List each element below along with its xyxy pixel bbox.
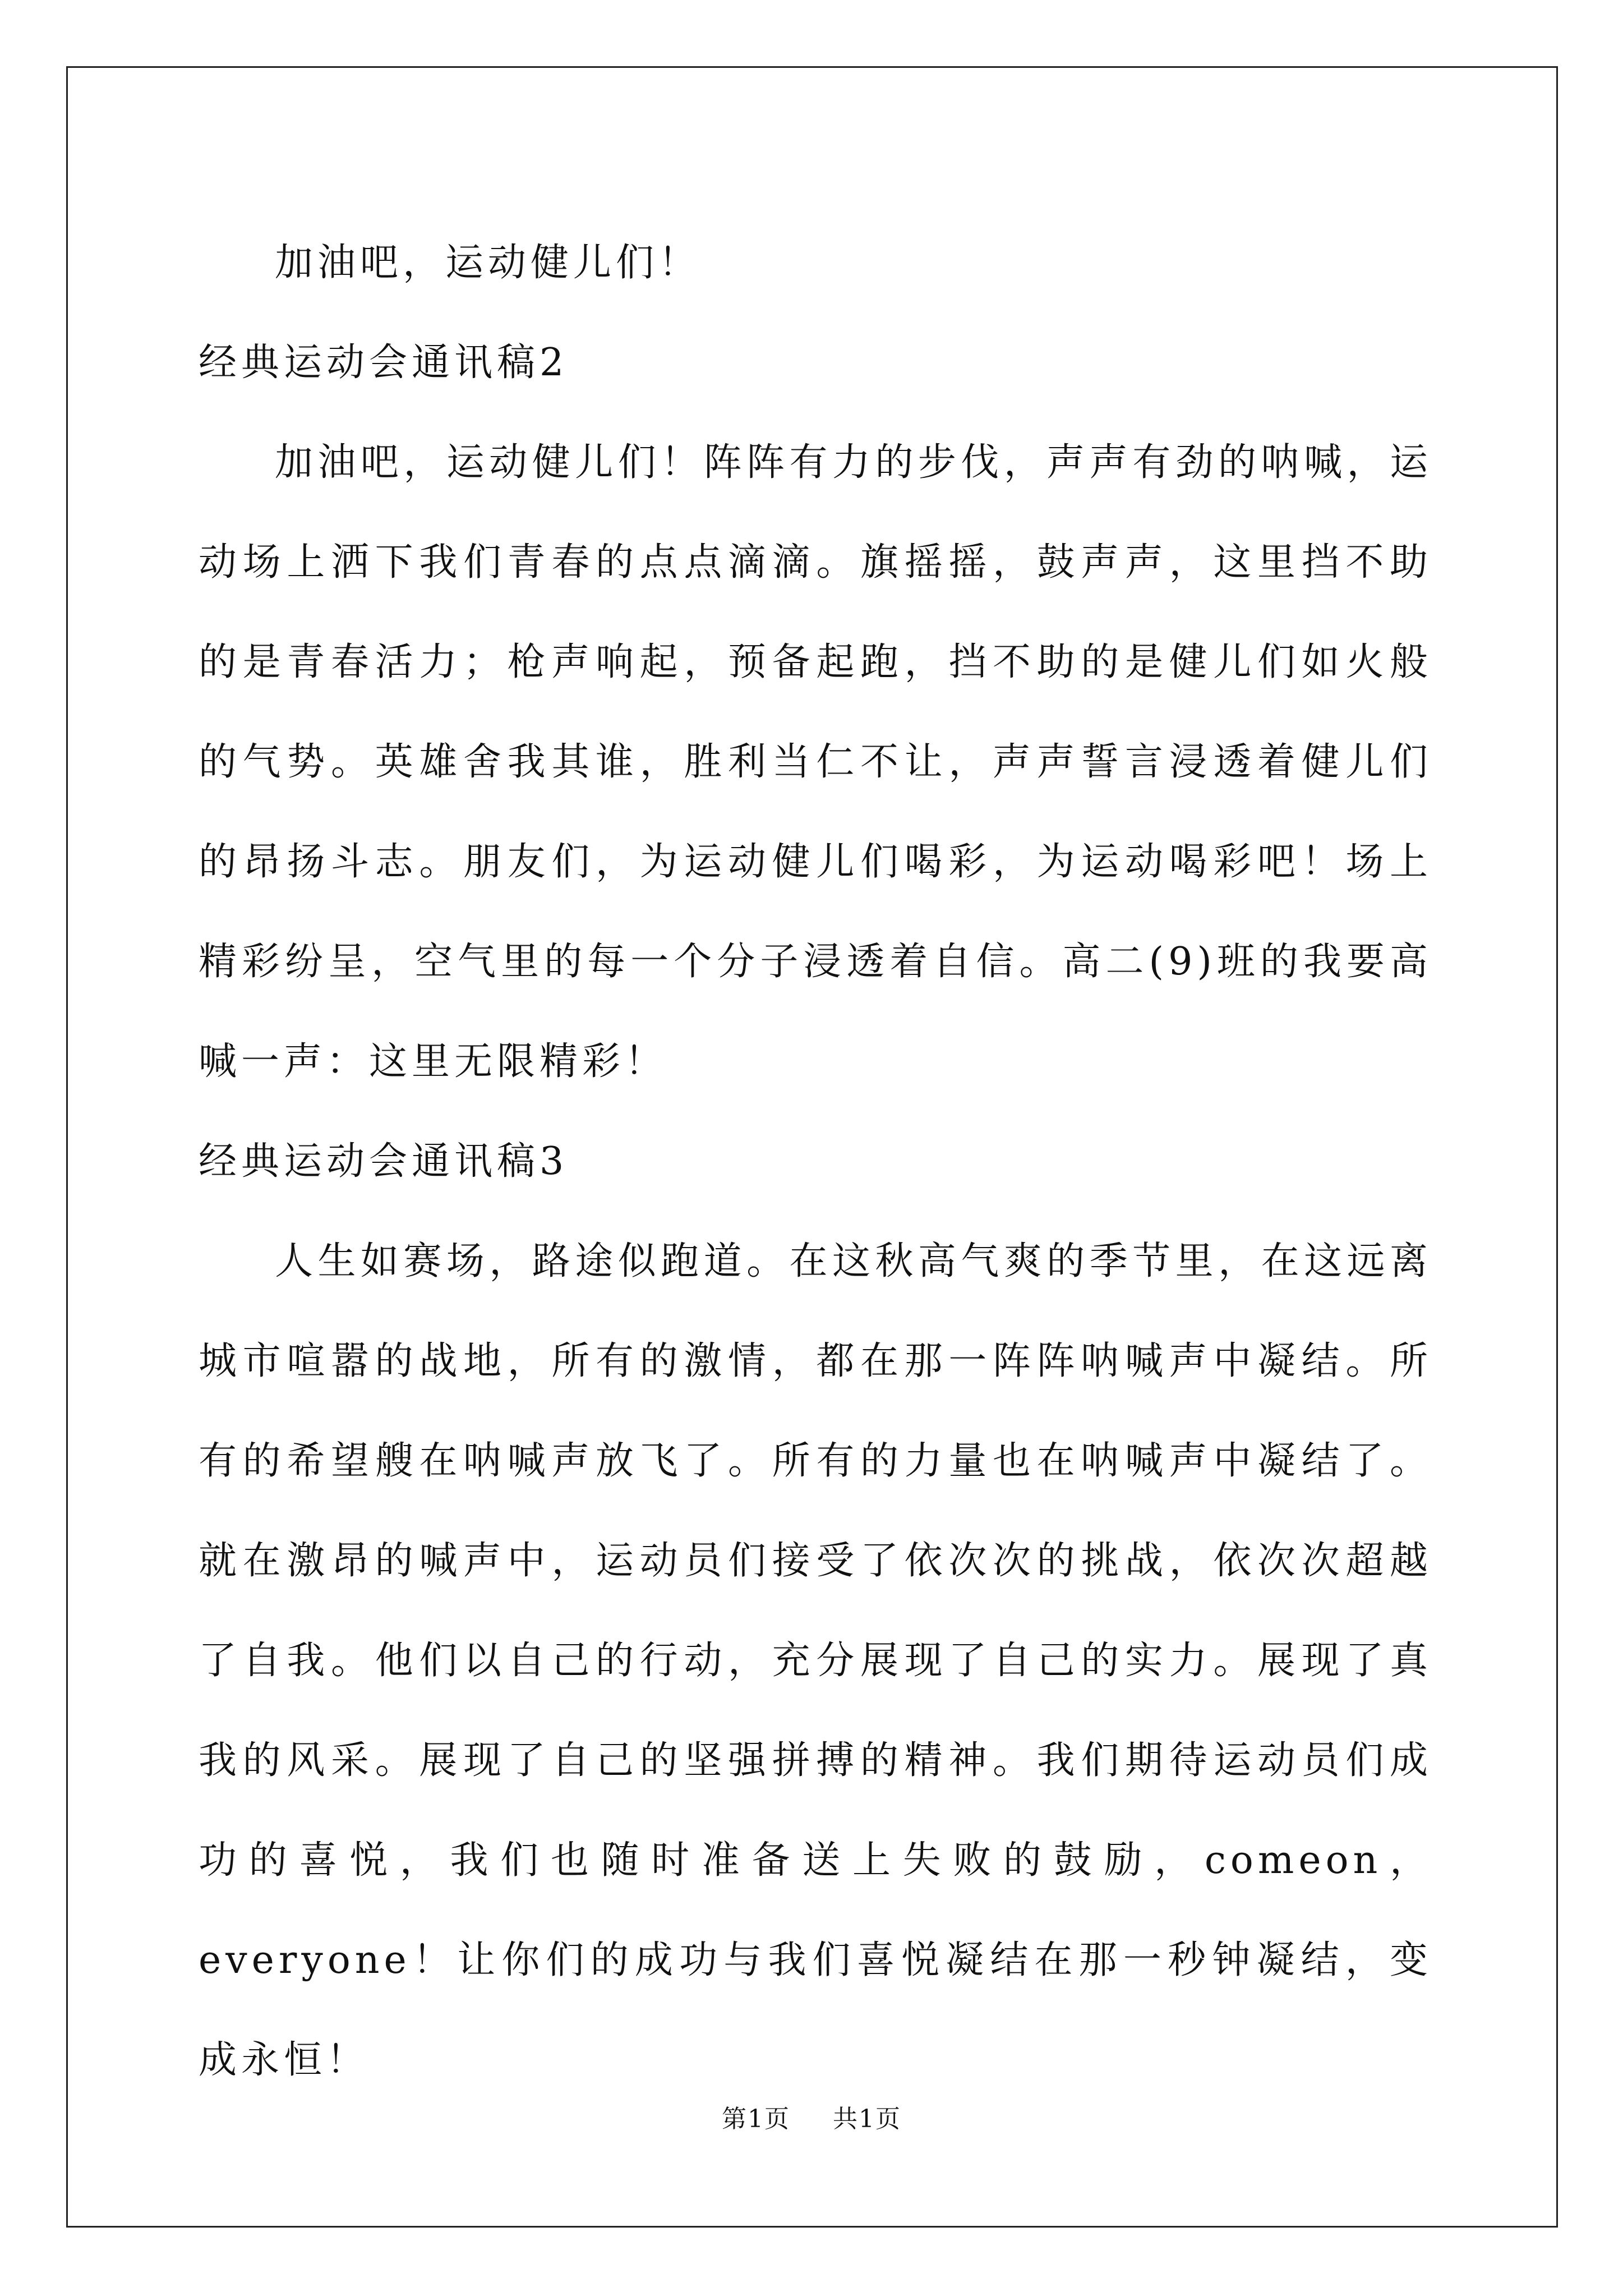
section-heading-3: 经典运动会通讯稿3 [199, 1139, 569, 1184]
paragraph-article-2: 加油吧，运动健儿们！阵阵有力的步伐，声声有劲的呐喊，运动场上洒下我们青春的点点滴滴。旗摇摇，鼓声声，这里挡不助的是青春活力；枪声响起，预备起跑，挡不助的是健儿们如火般的气势。英雄舍我其谁，胜利当仁不让，声声誓言浸透着健儿们的昂扬斗志。朋友们，为运动健儿们喝彩，为运动喝彩吧！场上精彩纷呈，空气里的每一个分子浸透着自信。高二(9)班的我要高喊一声：这里无限精彩！ [199, 440, 1432, 1084]
page-total: 共1页 [833, 2105, 901, 2133]
paragraph-closing-cheer: 加油吧，运动健儿们！ [275, 241, 702, 285]
section-heading-2: 经典运动会通讯稿2 [199, 341, 569, 385]
page-number: 第1页 [722, 2105, 790, 2133]
page-footer [0, 2102, 1623, 2136]
paragraph-article-3: 人生如赛场，路途似跑道。在这秋高气爽的季节里，在这远离城市喧嚣的战地，所有的激情，都在那一阵阵呐喊声中凝结。所有的希望艘在呐喊声放飞了。所有的力量也在呐喊声中凝结了。就在激昂的喊声中，运动员们接受了依次次的挑战，依次次超越了自我。他们以自己的行动，充分展现了自己的实力。展现了真我的风采。展现了自己的坚强拼搏的精神。我们期待运动员们成功的喜悦，我们也随时准备送上失败的鼓励，comeon，everyone！让你们的成功与我们喜悦凝结在那一秒钟凝结，变成永恒！ [199, 1239, 1432, 2082]
document-body [199, 213, 1432, 2110]
